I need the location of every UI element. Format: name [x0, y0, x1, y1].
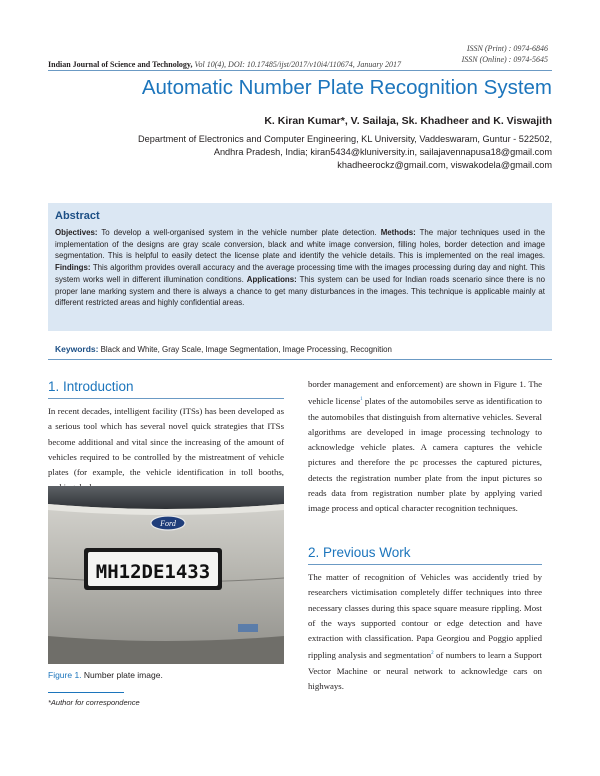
- issn-online: ISSN (Online) : 0974-5645: [461, 55, 548, 64]
- figure-caption: [48, 670, 163, 680]
- correspondence-footnote: *Author for correspondence: [48, 698, 140, 707]
- applications-text: This system can be used for Indian roads scenario since there is no proper lane marking system and there is always a chance to get many disturbances in the images. This technique is applicable mainly at different restricted areas and highly confidential areas.: [55, 274, 546, 308]
- introduction-heading-rule: [48, 398, 284, 399]
- findings-label: Findings:: [55, 263, 91, 273]
- paper-title: Automatic Number Plate Recognition System: [141, 76, 552, 99]
- reference-2[interactable]: 2: [431, 651, 434, 657]
- author-list: K. Kiran Kumar*, V. Sailaja, Sk. Khadheer and K. Viswajith: [264, 115, 552, 127]
- issn-print: ISSN (Print) : 0974-6846: [466, 44, 548, 53]
- right-column-text-end: plates of the automobiles serve as identification to the automobiles that distinguish from alternative vehicles. Several algorithms are developed in image processing technology to acknowledge vehicle plates. A camera captures the vehicle pictures and therefore the pc processes the captured pictures, detects the registration number plate from the input pictures so reads data from registration number plate by applying varied image process and optical character recognition techniques.: [308, 396, 542, 514]
- abstract-heading: Abstract: [55, 210, 100, 222]
- introduction-text: In recent decades, intelligent facility (ITSs) has been developed as a serious tool which has several novel quick strategies that ITSs become additional and vital since the increasing of the amount of vehicles required to be controlled by the mistreatment of vehicle plates (for example, the vehicle identification in toll booths,: [48, 406, 284, 478]
- header-divider: [48, 70, 552, 71]
- car-rear-illustration: [48, 486, 284, 664]
- previous-work-text: [308, 570, 542, 694]
- methods-label: Methods:: [380, 228, 416, 237]
- applications-label: Applications:: [246, 274, 297, 284]
- objectives-label: Objectives:: [55, 228, 98, 237]
- right-column-text-start: border management and enforcement) are shown in Figure 1. The vehicle license: [308, 379, 542, 407]
- journal-citation: [48, 60, 552, 69]
- affiliation-line-1: Department of Electronics and Computer Engineering, KL University, Vaddeswaram, Guntur - 522502,: [138, 134, 552, 144]
- previous-work-heading: 2. Previous Work: [308, 545, 411, 560]
- ford-badge: [151, 516, 185, 530]
- keywords-divider: [48, 359, 552, 360]
- footnote-rule: [48, 692, 124, 693]
- journal-name: Indian Journal of Science and Technology,: [48, 60, 193, 69]
- previous-work-text-start: The matter of recognition of Vehicles was accidently tried by researchers victimisation completely differ techniques into three necessary classes during this space square measure rippling. Most of the ways supported contour or edge detection and have extraction with classification. Papa Georgiou and Poggio applied rippling analysis and segmentation: [308, 572, 542, 661]
- number-plate-figure: [48, 486, 284, 664]
- keywords: [55, 344, 545, 354]
- introduction-heading: 1. Introduction: [48, 379, 134, 394]
- methods-text: The major techniques used in the implementation of the designs are gray scale conversion, black and white image conversion, filling holes, border detection and image segmentation. This is helpful to easily detect the license plate and identify the vehicle details. This is implemented on the real images.: [55, 228, 545, 261]
- affiliation-line-3: khadheerockz@gmail.com, viswakodela@gmail.com: [337, 160, 552, 170]
- keywords-label: Keywords:: [55, 344, 99, 354]
- affiliation-line-2: Andhra Pradesh, India; kiran5434@kluniversity.in, sailajavennapusa18@gmail.com: [213, 147, 552, 157]
- journal-details: Vol 10(4), DOI: 10.17485/ijst/2017/v10i4/110674, January 2017: [192, 60, 401, 69]
- license-plate-text: MH12DE1433: [95, 561, 211, 583]
- right-column-text: [308, 377, 542, 517]
- abstract-body: [55, 227, 545, 309]
- findings-text: This algorithm provides overall accuracy and the average processing time with the images processing during day and night. This system works well in different illumination conditions.: [55, 263, 545, 284]
- previous-work-heading-rule: [308, 564, 542, 565]
- reference-1[interactable]: 1: [360, 397, 363, 403]
- objectives-text: To develop a well-organised system in the vehicle number plate detection.: [97, 228, 381, 237]
- figure-caption-label: Figure 1.: [48, 670, 82, 680]
- ford-badge-text: Ford: [160, 519, 176, 528]
- figure-caption-text: Number plate image.: [81, 670, 163, 680]
- previous-work-text-end: of numbers to learn a Support Vector Machine or neural network to acknowledge cars on highways.: [308, 650, 542, 691]
- keywords-text: Black and White, Gray Scale, Image Segmentation, Image Processing, Recognition: [98, 345, 392, 354]
